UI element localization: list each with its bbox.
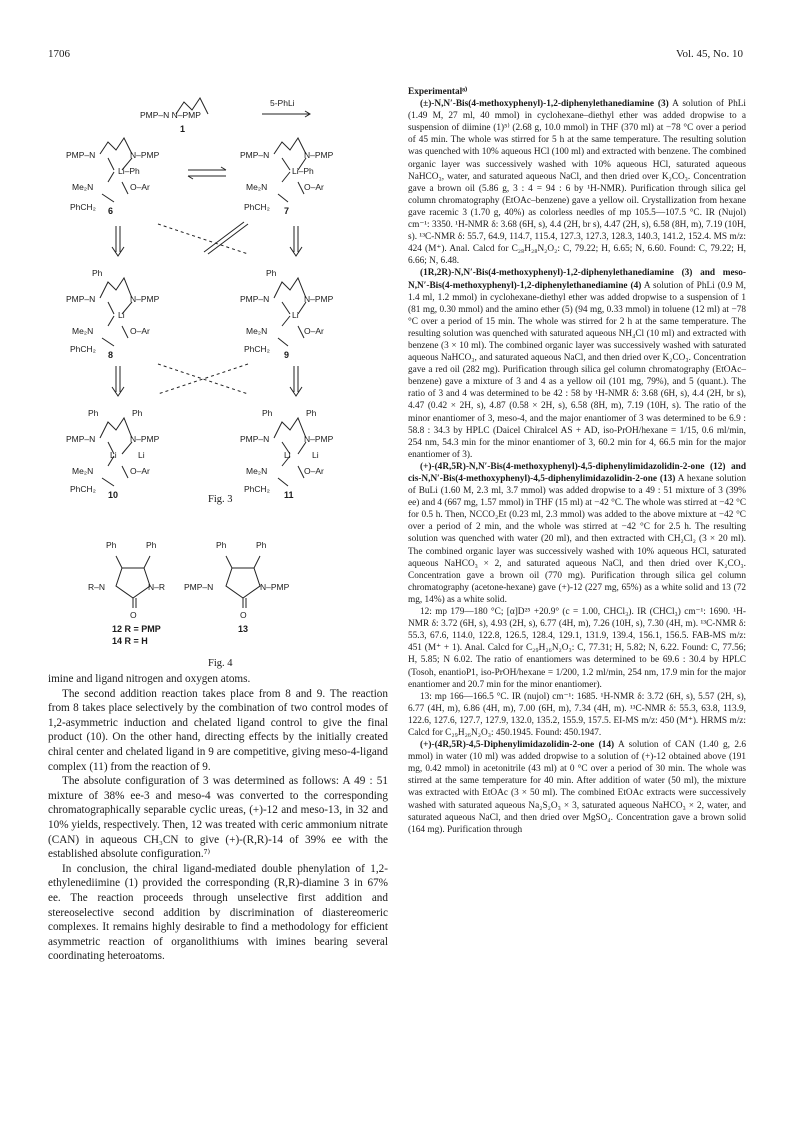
phch2-label: PhCH₂	[244, 344, 270, 354]
me2n-label: Me₂N	[72, 182, 94, 192]
o-ar-label: O–Ar	[304, 326, 324, 336]
li-label: Li	[292, 310, 299, 320]
ph-label: Ph	[106, 540, 117, 550]
pmp-n-label: PMP–N	[240, 434, 270, 444]
ph-label: Ph	[146, 540, 157, 550]
ph-label: Ph	[132, 408, 143, 418]
li-ph-label: Li–Ph	[292, 166, 314, 176]
paragraph: imine and ligand nitrogen and oxygen atoms.	[48, 673, 251, 685]
n-pmp-label: N–PMP	[130, 294, 160, 304]
journal-volume: Vol. 45, No. 10	[675, 48, 743, 60]
figure-4-caption: Fig. 4	[208, 658, 233, 669]
left-column-figures	[48, 86, 388, 669]
paragraph	[408, 461, 746, 606]
paragraph-body: A hexane solution of BuLi (1.60 M, 2.3 ml, 3.7 mmol) was added dropwise to a 49 : 51 mixture of 3 (39% ee) and 4 (667 mg, 1.57 mmol) in THF (15 ml) at −42 °C. The whole was stirred at −42 °C for 0.5 h. Then, NCCO₂Et (0.23 ml, 2.3 mmol) was added to the above mixture at −42 °C over a period of 2 min, and the whole was stirred at −42 °C for 2.5 h. The resulting solution was quenched with water (20 ml), and then extracted with CH₂Cl₂ (3 × 20 ml). The combined organic layer was successively washed with 10% aqueous HCl, saturated aqueous NaHCO₃ × 2, and saturated aqueous NaCl, and then dried over K₂CO₃. Concentration gave a brown oil (770 mg). Purification through silica gel column chromatography (acetone-hexane) gave (+)-12 (227 mg, 65%) as a white solid and 13 (72 mg, 14%) as a white solid.	[408, 474, 747, 605]
li-label: Li	[312, 450, 319, 460]
o-ar-label: O–Ar	[304, 182, 324, 192]
o-ar-label: O–Ar	[130, 326, 150, 336]
paragraph: In conclusion, the chiral ligand-mediated double phenylation of 1,2-ethylenediimine (1) provided the corresponding (R,R)-diamine 3 in 67% ee. The reaction proceeds through unselective first addition and stereoselective second addition by discrimination of diastereomeric complexes. It remains highly desirable to find a methodology for efficient asymmetric reaction of organolithiums with imines bearing several coordinating heteroatoms.	[48, 862, 388, 963]
ph-label: Ph	[262, 408, 273, 418]
compound-label-11: 11	[284, 490, 294, 500]
me2n-label: Me₂N	[72, 326, 94, 336]
n-pmp-label: N–PMP	[304, 294, 334, 304]
li-label: Li	[138, 450, 145, 460]
li-label: Li	[284, 450, 291, 460]
me2n-label: Me₂N	[72, 466, 94, 476]
me2n-label: Me₂N	[246, 326, 268, 336]
compound-label-1: 1	[180, 124, 186, 134]
li-ph-label: Li–Ph	[118, 166, 140, 176]
compound-title: (+)-(4R,5R)-N,N′-Bis(4-methoxyphenyl)-4,5-diphenylimidazolidin-2-one (12) and cis-N,N′-Bis(4-methoxyphenyl)-4,5-diphenylimidazolidin-2-one (13)	[408, 461, 746, 484]
r-n-label: R–N	[88, 582, 106, 592]
paragraph	[408, 267, 746, 461]
scheme-bonds	[48, 86, 388, 526]
ph-label: Ph	[216, 540, 227, 550]
compound-title: (1R,2R)-N,N′-Bis(4-methoxyphenyl)-1,2-diphenylethanediamine (3) and meso-N,N′-Bis(4-methoxyphenyl)-1,2-diphenylethanediamine (4)	[408, 268, 746, 291]
section-heading: Experimental⁸⁾	[408, 87, 468, 97]
figure-3-caption: Fig. 3	[208, 494, 233, 505]
phch2-label: PhCH₂	[244, 202, 270, 212]
paragraph: The second addition reaction takes place from 8 and 9. The reaction from 8 takes place selectively by the combination of two control modes of 1,2-asymmetric induction and chelated ligand control to give the final product (10). On the other hand, directing effects by the initially created chiral center and chelated ligand in 9 are competitive, giving meso-4-ligand complex (11) from the reaction of 9.	[48, 687, 388, 773]
me2n-label: Me₂N	[246, 182, 268, 192]
phch2-label: PhCH₂	[70, 484, 96, 494]
paragraph-body: A solution of CAN (1.40 g, 2.6 mmol) in water (10 ml) was added dropwise to a solution of (+)-12 obtained above (191 mg, 0.42 mmol) in acetonitrile (43 ml) at 0 °C over a period of 30 min. The whole was stirred at the same temperature for 40 min. After addition of water (50 ml), the mixture was extracted with EtOAc (3 × 50 ml). The combined EtOAc extracts were successively washed with saturated aqueous Na₂S₂O₃ × 3, saturated aqueous NaHCO₃ × 2, water, and saturated aqueous NaCl, and then dried over MgSO₄. Concentration gave a brown solid (164 mg). Purification through	[408, 740, 746, 835]
pmp-n-label: PMP–N	[240, 294, 270, 304]
phch2-label: PhCH₂	[70, 344, 96, 354]
pmp-n-label: PMP–N	[66, 434, 96, 444]
paragraph-body: A solution of PhLi (1.49 M, 27 ml, 40 mmol) in cyclohexane–diethyl ether was added dropwise to a suspension of diimine (1)⁵⁾ (2.68 g, 10.0 mmol) in THF (370 ml) at −78 °C over a period of 45 min. The whole was stirred for 5 h at the same temperature. The resulting solution was quenched with 10% aqueous HCl (100 ml) and extracted with benzene. The combined organic layer was successively washed with 10% aqueous HCl, saturated aqueous NaHCO₃, water, and saturated aqueous NaCl, and then dried over K₂CO₃. Concentration gave a brown oil (5.86 g, 3 : 4 = 94 : 6 by ¹H-NMR). Purification through silica gel column chromatography (EtOAc–benzene) gave a yellow oil. Crystallization from hexane gave racemic 3 (1.70 g, 40%) as colorless needles of mp 105.5—107.5 °C. IR (Nujol) cm⁻¹: 3350. ¹H-NMR δ: 3.68 (6H, s), 4.4 (2H, br s), 4.47 (2H, s), 6.58 (8H, m), 7.19 (10H, s). ¹³C-NMR δ: 55.7, 64.9, 114.7, 115.4, 127.3, 127.3, 128.3, 140.3, 141.2, 152.4. MS m/z: 424 (M⁺). Anal. Calcd for C₂₈H₂₈N₂O₂: C, 79.22; H, 6.65; N, 6.60. Found: C, 79.22; H, 6.66; N, 6.48.	[408, 99, 746, 267]
ph-label: Ph	[266, 268, 277, 278]
ph-label: Ph	[88, 408, 99, 418]
phch2-label: PhCH₂	[70, 202, 96, 212]
compound-1-structure: PMP–N N–PMP	[140, 110, 201, 120]
carbonyl-o-label: O	[240, 610, 247, 620]
me2n-label: Me₂N	[246, 466, 268, 476]
n-pmp-label: N–PMP	[304, 434, 334, 444]
compound-label-14: 14 R = H	[112, 636, 148, 646]
compound-label-7: 7	[284, 206, 290, 216]
paragraph: 13: mp 166—166.5 °C. IR (nujol) cm⁻¹: 1685. ¹H-NMR δ: 3.72 (6H, s), 5.57 (2H, s), 6.77 (4H, m), 6.86 (4H, m), 7.00 (6H, m), 7.34 (4H, m). ¹³C-NMR δ: 55.3, 63.8, 113.9, 122.6, 127.6, 127.7, 127.9, 132.0, 135.2, 155.9, 157.5. EI-MS m/z: 450 (M⁺). HRMS m/z: Calcd for C₂₉H₂₆N₂O₃: 450.1945. Found: 450.1947.	[408, 691, 746, 738]
ph-label: Ph	[256, 540, 267, 550]
page-number: 1706	[48, 48, 70, 60]
left-body-text	[48, 672, 388, 964]
compound-label-8: 8	[108, 350, 114, 360]
compound-title: (±)-N,N′-Bis(4-methoxyphenyl)-1,2-diphenylethanediamine (3)	[420, 99, 669, 110]
o-ar-label: O–Ar	[304, 466, 324, 476]
compound-label-13: 13	[238, 624, 249, 634]
li-label: Li	[110, 450, 117, 460]
paragraph: 12: mp 179—180 °C; [α]D²⁵ +20.9° (c = 1.00, CHCl₃). IR (CHCl₃) cm⁻¹: 1690. ¹H-NMR δ: 3.72 (6H, s), 4.93 (2H, s), 6.77 (4H, m), 7.26 (10H, s), 7.30 (4H, m). ¹³C-NMR δ: 55.3, 67.6, 114.0, 122.8, 126.5, 128.4, 129.1, 131.9, 139.4, 156.1, 156.5. FAB-MS m/z: 451 (M⁺ + 1). Anal. Calcd for C₂₉H₂₆N₂O₃: C, 77.31; H, 5.82; N, 6.22. Found: C, 77.56; H, 5.85; N 6.02. The ratio of enantiomers was determined to be 69.6 : 30.4 by HPLC (Tosoh, enantioP1, iso-PrOH/hexane = 1/200, 1.2 ml/min, 254 nm, 17.9 min for the major enantiomer and 20.7 min for the minor enantiomer).	[408, 607, 746, 690]
o-ar-label: O–Ar	[130, 466, 150, 476]
figure-4-scheme	[48, 528, 388, 688]
compound-title: (+)-(4R,5R)-4,5-Diphenylimidazolidin-2-one (14)	[420, 740, 615, 751]
n-pmp-label: N–PMP	[130, 434, 160, 444]
n-pmp-label: N–PMP	[130, 150, 160, 160]
ph-label: Ph	[92, 268, 103, 278]
phch2-label: PhCH₂	[244, 484, 270, 494]
figure-3-scheme	[48, 86, 388, 526]
compound-label-10: 10	[108, 490, 119, 500]
pmp-n-label: PMP–N	[184, 582, 214, 592]
pmp-n-label: PMP–N	[66, 294, 96, 304]
compound-label-12: 12 R = PMP	[112, 624, 161, 634]
n-pmp-label: N–PMP	[304, 150, 334, 160]
paragraph	[408, 98, 746, 267]
ph-label: Ph	[306, 408, 317, 418]
li-label: Li	[118, 310, 125, 320]
compound-label-6: 6	[108, 206, 114, 216]
paragraph: The absolute configuration of 3 was determined as follows: A 49 : 51 mixture of 38% ee-3 and meso-4 was converted to the corresponding chromatographically separable cyclic ureas, (+)-12 and meso-13, in 32 and 10% yields, respectively. Then, 12 was treated with ceric ammonium nitrate (CAN) in aqueous CH₃CN to give (+)-(R,R)-14 of 39% ee with the established absolute configuration.⁷⁾	[48, 775, 388, 861]
paragraph	[408, 739, 746, 836]
o-ar-label: O–Ar	[130, 182, 150, 192]
reagent-label: 5-PhLi	[270, 98, 295, 108]
n-pmp-label: N–PMP	[260, 582, 290, 592]
pmp-n-label: PMP–N	[66, 150, 96, 160]
carbonyl-o-label: O	[130, 610, 137, 620]
n-r-label: N–R	[148, 582, 166, 592]
compound-label-9: 9	[284, 350, 290, 360]
experimental-section	[408, 86, 746, 836]
pmp-n-label: PMP–N	[240, 150, 270, 160]
paragraph-body: A solution of PhLi (0.9 M, 1.4 ml, 1.2 mmol) in cyclohexane-diethyl ether was added dropwise to a suspension of 1 (81 mg, 0.30 mmol) and the amino ether (5) (94 mg, 0.33 mmol) in toluene (12 ml) at −78 °C over a period of 15 min. The whole was stirred for 2 h at the same temperature. The resulting solution was quenched with saturated aqueous NH₄Cl (10 ml) and extracted with benzene (3 × 10 ml). The combined organic layer was successively washed with saturated aqueous NaHCO₃, and saturated aqueous NaCl, and then dried over K₂CO₃. Concentration gave a red oil (282 mg). Purification through silica gel column chromatography (EtOAc–benzene) gave a mixture of 3 and 4 as a yellow oil (101 mg, 79%), and 5 (quant.). The ratio of 3 and 4 was determined to be 42 : 58 by ¹H-NMR δ: 3.68 (6H, s), 4.4 (2H, br s), 4.47 (0.42 × 2H, s), 4.87 (0.58 × 2H, s), 6.58 (8H, m), 7.19 (10H, s). The ratio of the minor enantiomer of 3, meso-4, and the major enantiomer of 3 was determined to be 6.9 : 58.8 : 34.3 by HPLC (Daicel Chiralcel AS + AD, iso-PrOH/hexane = 1/15, 0.6 ml/min, 254 nm, 54.3 min for the minor enantiomer of 3, 60.2 min for 4, 66.5 min for the major enantiomer of 3).	[408, 280, 747, 460]
